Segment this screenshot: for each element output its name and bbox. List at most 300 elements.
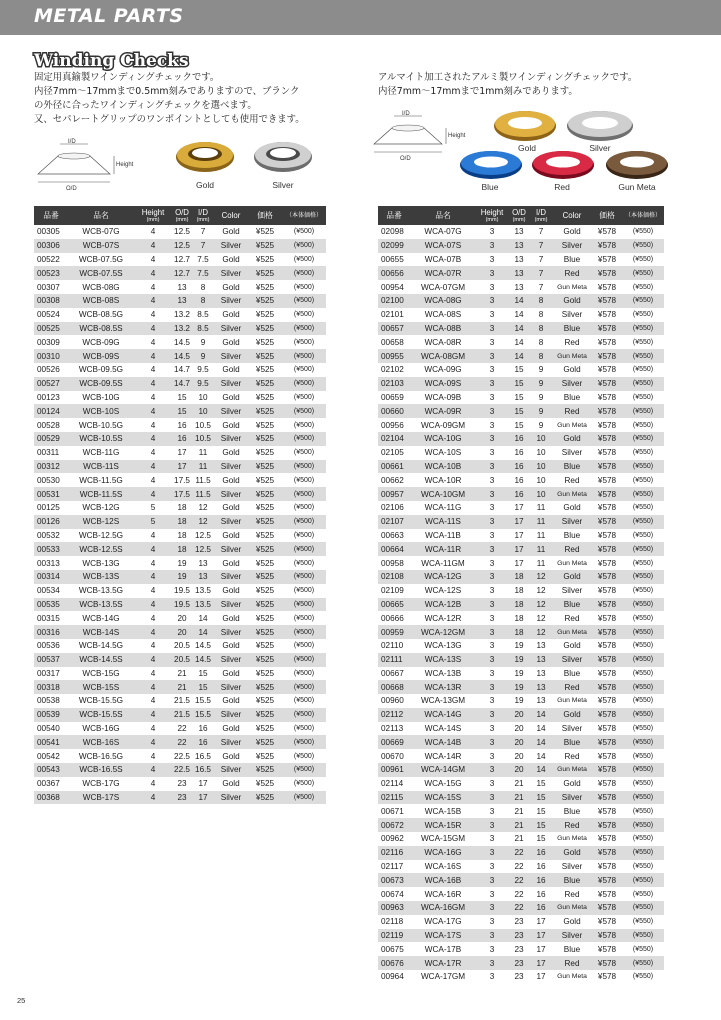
cell-name: WCA-07R — [410, 266, 476, 280]
cell-price-note: (¥500) — [282, 625, 326, 639]
cell-height: 4 — [150, 586, 156, 596]
cell-name: WCB-17G — [82, 779, 120, 789]
cell-price-note: (¥500) — [282, 460, 326, 474]
cell-price-note: (¥500) — [282, 487, 326, 501]
cell-code: 02105 — [381, 448, 404, 458]
cell-code: 00543 — [34, 763, 68, 777]
table-row — [378, 749, 664, 763]
cell-height: 3 — [476, 901, 508, 915]
table-row — [34, 239, 326, 253]
cell-id: 15 — [530, 818, 552, 832]
cell-id: 10 — [192, 404, 214, 418]
table-row — [378, 363, 664, 377]
cell-price-note: (¥500) — [282, 653, 326, 667]
cell-color: Blue — [563, 254, 581, 264]
cell-color: Gun Meta — [557, 973, 587, 981]
cell-code: 00671 — [381, 806, 404, 816]
table-row — [34, 335, 326, 349]
cell-color: Blue — [552, 873, 592, 887]
cell-height: 4 — [150, 613, 156, 623]
cell-color: Silver — [552, 791, 592, 805]
cell-code: 00316 — [34, 625, 68, 639]
cell-height: 4 — [150, 530, 156, 540]
cell-color: Silver — [214, 460, 248, 474]
cell-height: 3 — [476, 349, 508, 363]
cell-color: Gold — [563, 503, 581, 513]
cell-id: 9.5 — [197, 365, 209, 375]
cell-name: WCB-14.5S — [68, 653, 134, 667]
cell-id: 10 — [536, 448, 546, 458]
cell-price-note: (¥500) — [293, 228, 315, 236]
cell-price: ¥578 — [597, 613, 617, 623]
cell-name: WCB-14G — [82, 613, 120, 623]
cell-height: 4 — [150, 282, 156, 292]
cell-price: ¥525 — [248, 708, 282, 722]
diagram-od-label: O/D — [400, 156, 411, 162]
table-row — [378, 763, 664, 777]
cell-price: ¥525 — [255, 282, 275, 292]
cell-height: 3 — [476, 873, 508, 887]
table-row — [378, 694, 664, 708]
cell-color: Silver — [214, 791, 248, 805]
cell-od: 22 — [508, 901, 530, 915]
cell-color: Red — [564, 751, 580, 761]
cell-name: WCB-16G — [82, 724, 120, 734]
cell-price: ¥525 — [255, 641, 275, 651]
cell-od: 22 — [177, 724, 187, 734]
gold-ring-image — [170, 137, 240, 177]
col-price-note: （本体価格） — [622, 206, 664, 225]
table-row — [378, 377, 664, 391]
cell-price: ¥578 — [592, 487, 622, 501]
cell-height: 4 — [150, 475, 156, 485]
cell-name: WCB-15.5S — [68, 708, 134, 722]
cell-color: Gold — [552, 846, 592, 860]
cell-color: Silver — [214, 708, 248, 722]
cell-price-note: (¥550) — [622, 901, 664, 915]
table-header-row — [34, 206, 326, 225]
cell-price: ¥578 — [597, 668, 617, 678]
cell-name: WCA-12S — [424, 586, 462, 596]
col-height — [134, 206, 172, 225]
cell-height: 3 — [489, 310, 495, 320]
cell-price: ¥578 — [592, 349, 622, 363]
cell-price-note: (¥500) — [293, 338, 315, 346]
cell-od: 15 — [514, 420, 524, 430]
cell-code: 02119 — [378, 929, 410, 943]
cell-code: 00539 — [34, 708, 68, 722]
col-od-label: O/D — [512, 207, 526, 217]
cell-id: 8.5 — [192, 322, 214, 336]
cell-code: 00307 — [37, 282, 60, 292]
table-row — [34, 735, 326, 749]
cell-price-note: (¥500) — [293, 587, 315, 595]
table-row — [378, 598, 664, 612]
cell-height: 4 — [134, 266, 172, 280]
cell-code: 00311 — [37, 448, 60, 458]
cell-name: WCA-14R — [424, 751, 462, 761]
aluminum-winding-check-table — [378, 206, 664, 984]
cell-id: 12 — [530, 625, 552, 639]
cell-name: WCB-16.5G — [78, 751, 124, 761]
table-row — [378, 639, 664, 653]
gold-ring-label: Gold — [196, 180, 214, 190]
cell-height: 4 — [134, 763, 172, 777]
cell-height: 3 — [476, 239, 508, 253]
table-row — [34, 625, 326, 639]
cell-name: WCB-09S — [68, 349, 134, 363]
cell-od: 23 — [172, 791, 192, 805]
cell-price-note: (¥550) — [632, 283, 654, 291]
cell-id: 16 — [198, 724, 208, 734]
cell-color: Gold — [222, 503, 240, 513]
cell-price: ¥525 — [248, 239, 282, 253]
cell-code: 00674 — [381, 889, 404, 899]
cell-name: WCA-09B — [424, 392, 462, 402]
cell-name: WCB-13S — [68, 570, 134, 584]
cell-price: ¥525 — [248, 625, 282, 639]
cell-price: ¥525 — [248, 791, 282, 805]
cell-od: 18 — [514, 613, 524, 623]
cell-code: 02112 — [378, 708, 410, 722]
cell-id: 14.5 — [192, 653, 214, 667]
cell-height: 3 — [489, 834, 495, 844]
cell-id: 13 — [530, 653, 552, 667]
cell-code: 02100 — [378, 294, 410, 308]
cell-height: 3 — [476, 294, 508, 308]
red-alu-ring-image — [528, 148, 598, 182]
cell-height: 4 — [134, 708, 172, 722]
cell-price-note: (¥550) — [622, 598, 664, 612]
cell-price: ¥525 — [248, 377, 282, 391]
gold-alu-ring-image — [490, 108, 560, 144]
cell-code: 00308 — [34, 294, 68, 308]
left-desc-line: 内径7mm～17mmまで0.5mm刻みでありますので、ブランク — [34, 86, 300, 97]
cell-code: 02111 — [378, 653, 410, 667]
cell-color: Gun Meta — [552, 763, 592, 777]
cell-height: 3 — [476, 460, 508, 474]
cell-od: 18 — [508, 570, 530, 584]
cell-price-note: (¥550) — [632, 531, 654, 539]
cell-code: 00958 — [381, 558, 404, 568]
cell-price: ¥525 — [255, 586, 275, 596]
cell-height: 4 — [150, 310, 156, 320]
col-height-label: Height — [141, 207, 165, 217]
cell-color: Silver — [552, 239, 592, 253]
red-alu-ring-label: Red — [554, 182, 570, 192]
cell-od: 14.5 — [174, 337, 190, 347]
table-row — [378, 556, 664, 570]
cell-code: 00125 — [37, 503, 60, 513]
cell-height: 3 — [476, 515, 508, 529]
cell-height: 3 — [489, 392, 495, 402]
cell-name: WCB-15G — [82, 668, 120, 678]
cell-od: 21 — [177, 668, 187, 678]
cell-code: 00675 — [381, 944, 404, 954]
table-row — [378, 487, 664, 501]
cell-name: WCB-14S — [68, 625, 134, 639]
cell-name: WCA-11R — [410, 542, 476, 556]
table-row — [34, 418, 326, 432]
cell-code: 00663 — [381, 530, 404, 540]
cell-id: 12 — [536, 586, 546, 596]
cell-color: Silver — [214, 377, 248, 391]
cell-price-note: (¥500) — [282, 570, 326, 584]
cell-name: WCB-07S — [68, 239, 134, 253]
cell-price: ¥578 — [597, 420, 617, 430]
cell-height: 3 — [476, 791, 508, 805]
cell-color: Blue — [552, 322, 592, 336]
cell-od: 21 — [172, 680, 192, 694]
cell-id: 12.5 — [192, 542, 214, 556]
cell-price: ¥578 — [592, 929, 622, 943]
cell-id: 14 — [536, 724, 546, 734]
cell-color: Red — [564, 337, 580, 347]
cell-id: 13 — [530, 680, 552, 694]
cell-id: 17 — [192, 791, 214, 805]
cell-color: Red — [564, 613, 580, 623]
cell-id: 11 — [530, 542, 552, 556]
col-color: Color — [552, 206, 592, 225]
table-row — [34, 570, 326, 584]
cell-color: Silver — [214, 598, 248, 612]
cell-id: 7.5 — [192, 266, 214, 280]
cell-name: WCB-07G — [82, 227, 120, 237]
cell-height: 3 — [476, 432, 508, 446]
cell-id: 13 — [192, 570, 214, 584]
cell-price-note: (¥500) — [293, 421, 315, 429]
cell-od: 18 — [172, 542, 192, 556]
cell-od: 15 — [177, 392, 187, 402]
table-row — [378, 832, 664, 846]
cell-price-note: (¥550) — [622, 294, 664, 308]
cell-price: ¥578 — [597, 696, 617, 706]
cell-code: 00657 — [378, 322, 410, 336]
cell-price-note: (¥550) — [632, 338, 654, 346]
cell-code: 00531 — [34, 487, 68, 501]
cell-price-note: (¥550) — [622, 322, 664, 336]
cell-code: 00318 — [34, 680, 68, 694]
cell-id: 14.5 — [195, 641, 211, 651]
table-row — [378, 404, 664, 418]
cell-color: Silver — [214, 322, 248, 336]
cell-price-note: (¥550) — [632, 476, 654, 484]
cell-color: Silver — [214, 542, 248, 556]
cell-price-note: (¥500) — [293, 393, 315, 401]
cell-price: ¥578 — [592, 763, 622, 777]
cell-od: 16 — [177, 420, 187, 430]
cell-id: 8 — [200, 282, 206, 292]
cell-price: ¥578 — [597, 475, 617, 485]
cell-price-note: (¥500) — [282, 294, 326, 308]
table-row — [378, 584, 664, 598]
cell-color: Blue — [563, 530, 581, 540]
cell-id: 13 — [198, 558, 208, 568]
cell-id: 14 — [192, 625, 214, 639]
cell-price: ¥525 — [255, 530, 275, 540]
gold-alu-ring-label: Gold — [518, 143, 536, 153]
cell-price-note: (¥550) — [622, 680, 664, 694]
cell-price: ¥525 — [248, 460, 282, 474]
cell-od: 15 — [514, 365, 524, 375]
cell-color: Silver — [214, 349, 248, 363]
cell-od: 21 — [508, 818, 530, 832]
cell-od: 12.5 — [172, 239, 192, 253]
cell-height: 4 — [150, 392, 156, 402]
cell-name: WCA-17R — [410, 956, 476, 970]
cell-height: 4 — [134, 570, 172, 584]
cell-height: 4 — [150, 448, 156, 458]
cell-color: Blue — [563, 392, 581, 402]
blue-alu-ring-image — [456, 148, 526, 182]
cell-price-note: (¥550) — [622, 266, 664, 280]
cell-color: Gold — [222, 310, 240, 320]
table-row — [34, 777, 326, 791]
cell-id: 9 — [530, 377, 552, 391]
cell-od: 16 — [514, 475, 524, 485]
table-row — [378, 460, 664, 474]
cell-id: 15.5 — [195, 696, 211, 706]
table-row — [34, 225, 326, 239]
cell-code: 02106 — [381, 503, 404, 513]
cell-price-note: (¥500) — [293, 283, 315, 291]
col-od-label: O/D — [175, 207, 189, 217]
cell-price: ¥578 — [592, 404, 622, 418]
cell-price-note: (¥550) — [622, 487, 664, 501]
cell-code: 02104 — [378, 432, 410, 446]
cell-height: 4 — [134, 322, 172, 336]
cell-price-note: (¥550) — [632, 559, 654, 567]
cell-price-note: (¥550) — [622, 653, 664, 667]
cell-name: WCB-11.5G — [79, 475, 123, 485]
table-row — [34, 391, 326, 405]
cell-price-note: (¥550) — [622, 846, 664, 860]
col-price-note: （本体価格） — [282, 206, 326, 225]
cell-name: WCA-14B — [410, 735, 476, 749]
table-row — [378, 970, 664, 984]
cell-name: WCB-13G — [82, 558, 120, 568]
cell-color: Silver — [214, 266, 248, 280]
cell-price-note: (¥550) — [622, 542, 664, 556]
cell-height: 3 — [476, 846, 508, 860]
table-row — [378, 722, 664, 736]
cell-price: ¥525 — [255, 227, 275, 237]
cell-name: WCA-11GM — [421, 558, 465, 568]
cell-code: 00660 — [378, 404, 410, 418]
cell-code: 00961 — [378, 763, 410, 777]
table-row — [378, 708, 664, 722]
cell-code: 00957 — [378, 487, 410, 501]
cell-od: 14 — [514, 337, 524, 347]
cell-height: 3 — [489, 420, 495, 430]
cell-color: Red — [552, 680, 592, 694]
cell-color: Gold — [563, 365, 581, 375]
cell-height: 3 — [489, 448, 495, 458]
cell-code: 02115 — [378, 791, 410, 805]
cell-id: 17 — [536, 917, 546, 927]
cell-price-note: (¥550) — [622, 570, 664, 584]
table-row — [378, 266, 664, 280]
cell-code: 02118 — [381, 917, 404, 927]
diagram-height-label: Height — [116, 162, 134, 168]
cell-height: 3 — [489, 558, 495, 568]
cell-id: 12.5 — [195, 530, 211, 540]
cell-price-note: (¥550) — [622, 432, 664, 446]
cell-color: Gold — [222, 420, 240, 430]
cell-height: 3 — [489, 254, 495, 264]
cell-code: 00522 — [37, 254, 60, 264]
cell-color: Gold — [222, 530, 240, 540]
cell-id: 10 — [198, 392, 208, 402]
cell-price-note: (¥550) — [622, 239, 664, 253]
cell-code: 00962 — [381, 834, 404, 844]
table-row — [34, 473, 326, 487]
cell-price: ¥578 — [597, 862, 617, 872]
cell-height: 4 — [150, 724, 156, 734]
cell-name: WCB-10.5S — [68, 432, 134, 446]
cell-price-note: (¥550) — [622, 956, 664, 970]
col-price: 価格 — [248, 206, 282, 225]
cell-height: 3 — [489, 668, 495, 678]
cell-height: 3 — [476, 680, 508, 694]
cell-price: ¥578 — [592, 266, 622, 280]
table-row — [378, 570, 664, 584]
cell-price-note: (¥550) — [632, 697, 654, 705]
left-description — [34, 71, 305, 127]
cell-id: 10.5 — [192, 432, 214, 446]
cell-id: 15 — [536, 806, 546, 816]
cell-height: 3 — [476, 818, 508, 832]
cell-price-note: (¥500) — [282, 239, 326, 253]
cell-name: WCB-07.5S — [68, 266, 134, 280]
cell-od: 19 — [514, 668, 524, 678]
cell-id: 16 — [530, 873, 552, 887]
cell-price: ¥578 — [592, 598, 622, 612]
cell-code: 02098 — [381, 227, 404, 237]
table-row — [34, 294, 326, 308]
cell-code: 00658 — [381, 337, 404, 347]
cell-code: 00655 — [381, 254, 404, 264]
cell-price: ¥578 — [592, 515, 622, 529]
cell-price-note: (¥500) — [293, 504, 315, 512]
cell-color: Gun Meta — [552, 349, 592, 363]
cell-color: Silver — [552, 653, 592, 667]
cell-height: 3 — [476, 377, 508, 391]
cell-code: 00959 — [378, 625, 410, 639]
cell-color: Blue — [563, 668, 581, 678]
table-row — [34, 280, 326, 294]
header-title: METAL PARTS — [34, 5, 184, 27]
cell-od: 18 — [177, 503, 187, 513]
table-row — [378, 680, 664, 694]
cell-od: 16 — [508, 432, 530, 446]
cell-price: ¥578 — [592, 846, 622, 860]
cell-price-note: (¥500) — [293, 311, 315, 319]
cell-od: 18 — [177, 530, 187, 540]
cell-name: WCA-07GM — [420, 282, 466, 292]
table-row — [378, 225, 664, 239]
cell-price-note: (¥550) — [622, 763, 664, 777]
cell-code: 00305 — [37, 227, 60, 237]
cell-price: ¥578 — [597, 806, 617, 816]
cell-od: 13 — [508, 266, 530, 280]
cell-height: 4 — [134, 294, 172, 308]
cell-id: 7 — [538, 282, 544, 292]
cell-price-note: (¥550) — [632, 311, 654, 319]
cell-color: Silver — [214, 570, 248, 584]
cell-price-note: (¥550) — [632, 890, 654, 898]
cell-od: 18 — [508, 625, 530, 639]
